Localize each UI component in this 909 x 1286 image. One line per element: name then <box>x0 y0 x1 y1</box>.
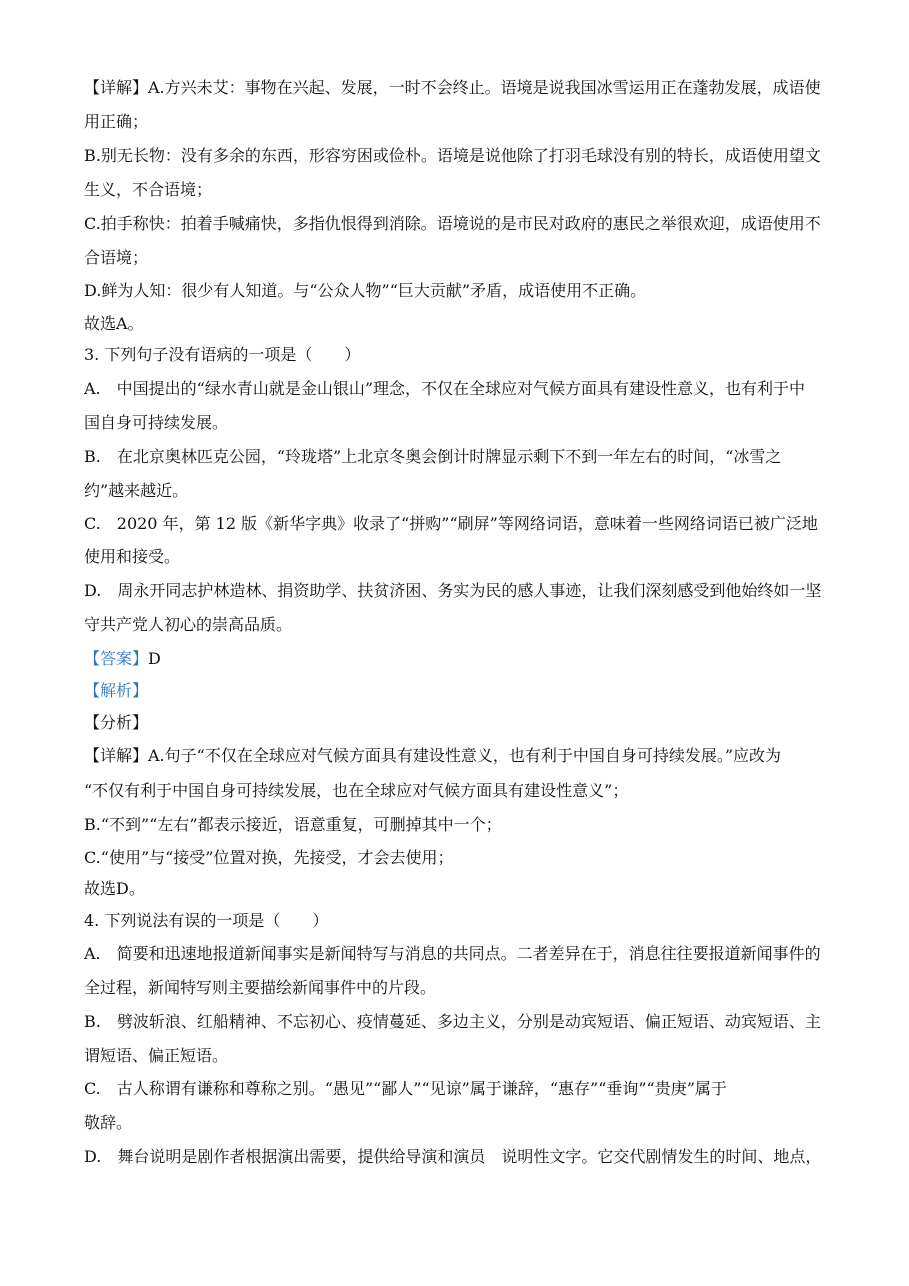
answer-value: D <box>148 649 161 668</box>
text-line: D. 舞台说明是剧作者根据演出需要，提供给导演和演员 说明性文字。它交代剧情发生的时间、地点， <box>84 1147 822 1166</box>
text-line: B.“不到”“左右”都表示接近，语意重复，可删掉其中一个； <box>84 815 502 834</box>
text-line: 约”越来越近。 <box>84 481 189 500</box>
text-line: 【详解】A.句子“不仅在全球应对气候方面具有建设性意义，也有利于中国自身可持续发展。”应改为 <box>84 746 782 765</box>
text-line: B. 在北京奥林匹克公园，“玲珑塔”上北京冬奥会倒计时牌显示剩下不到一年左右的时间，“冰雪之 <box>84 447 782 466</box>
question-title: 3. 下列句子没有语病的一项是（ ） <box>84 345 361 364</box>
text-line: C. 古人称谓有谦称和尊称之别。“愚见”“鄙人”“见谅”属于谦辞，“惠存”“垂询”“贵庚”属于 <box>84 1079 727 1098</box>
text-line: 用正确； <box>84 112 149 131</box>
text-line: C. 2020 年，第 12 版《新华字典》收录了“拼购”“刷屏”等网络词语，意味着一些网络词语已被广泛地 <box>84 514 818 533</box>
text-line: 守共产党人初心的崇高品质。 <box>84 615 293 634</box>
answer-label: 【答案】 <box>84 649 149 668</box>
text-line: 生义，不合语境； <box>84 180 213 199</box>
text-line: D.鲜为人知：很少有人知道。与“公众人物”“巨大贡献”矛盾，成语使用不正确。 <box>84 281 647 300</box>
question-title: 4. 下列说法有误的一项是（ ） <box>84 911 329 930</box>
text-line: C.拍手称快：拍着手喊痛快，多指仇恨得到消除。语境说的是市民对政府的惠民之举很欢迎，成语使用不 <box>84 214 821 233</box>
text-line: 使用和接受。 <box>84 547 181 566</box>
text-line: A. 中国提出的“绿水青山就是金山银山”理念，不仅在全球应对气候方面具有建设性意义，也有利于中 <box>84 379 806 398</box>
text-line: “不仅有利于中国自身可持续发展，也在全球应对气候方面具有建设性意义”； <box>84 781 629 800</box>
text-line: 【详解】A.方兴未艾：事物在兴起、发展，一时不会终止。语境是说我国冰雪运用正在蓬勃发展，成语使 <box>84 78 821 97</box>
text-line: 谓短语、偏正短语。 <box>84 1046 229 1065</box>
text-line: A. 简要和迅速地报道新闻事实是新闻特写与消息的共同点。二者差异在于，消息往往要报道新闻事件的 <box>84 944 821 963</box>
text-line: 国自身可持续发展。 <box>84 413 229 432</box>
text-line: B. 劈波斩浪、红船精神、不忘初心、疫情蔓延、多边主义，分别是动宾短语、偏正短语、动宾短语、主 <box>84 1012 821 1031</box>
text-line: 全过程，新闻特写则主要描绘新闻事件中的片段。 <box>84 978 437 997</box>
text-line: 【分析】 <box>84 713 149 732</box>
text-line: 敬辞。 <box>84 1113 133 1132</box>
text-line: D. 周永开同志护林造林、捐资助学、扶贫济困、务实为民的感人事迹，让我们深刻感受到他始终如一坚 <box>84 581 822 600</box>
answer-line <box>84 648 829 670</box>
analysis-label: 【解析】 <box>84 681 149 700</box>
text-line: 故选D。 <box>84 879 145 898</box>
text-line: 故选A。 <box>84 314 144 333</box>
text-line: B.别无长物：没有多余的东西，形容穷困或俭朴。语境是说他除了打羽毛球没有别的特长，成语使用望文 <box>84 146 821 165</box>
text-line: 合语境； <box>84 248 149 267</box>
text-line: C.“使用”与“接受”位置对换，先接受，才会去使用； <box>84 848 454 867</box>
